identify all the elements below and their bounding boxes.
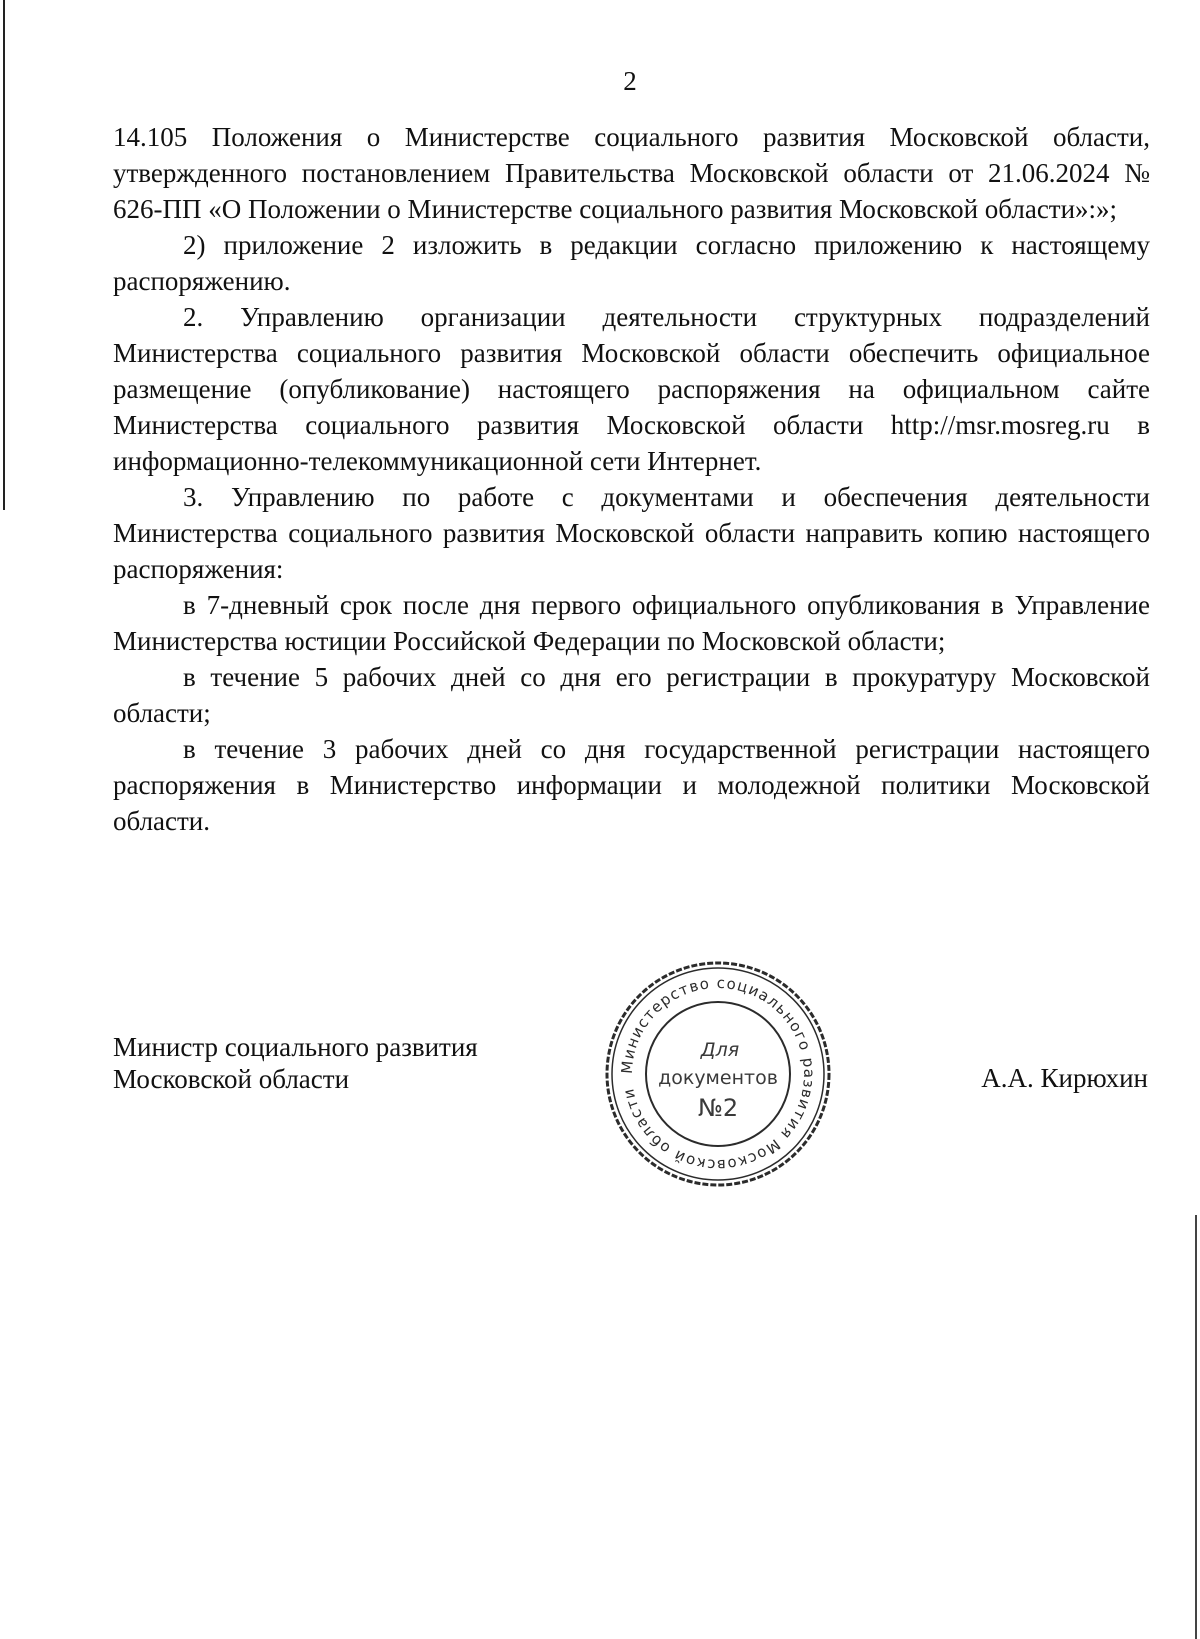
paragraph-prosecutor: в течение 5 рабочих дней со дня его регистрации в прокуратуру Московской области; [113, 662, 1150, 728]
paragraph-clause-2: 2. Управлению организации деятельности структурных подразделений Министерства социального развития Московской области обеспечить официальное размещение (опубликование) настоящего распоряжения на официальном сайте Министерства социального развития Московской области http://msr.mosreg.ru в информационно-телекоммуникационной сети Интернет. [113, 302, 1150, 476]
seal-center-line3: №2 [697, 1094, 739, 1122]
signatory-position-line2: Московской области [113, 1064, 350, 1094]
scan-edge-right [1195, 1215, 1197, 1639]
signatory-position-line1: Министр социального развития [113, 1032, 478, 1062]
seal-center-line1: Для [700, 1039, 740, 1061]
page-number: 2 [623, 66, 637, 96]
paragraph-continuation: 14.105 Положения о Министерстве социального развития Московской области, утвержденного постановлением Правительства Московской области от 21.06.2024 № 626-ПП «О Положении о Министерстве социального развития Московской области»:»; [113, 122, 1150, 224]
seal-center-line2: документов [658, 1067, 778, 1089]
signatory-position [113, 1031, 478, 1095]
paragraph-item-2: 2) приложение 2 изложить в редакции согласно приложению к настоящему распоряжению. [113, 230, 1150, 296]
seal-ring-text: Министерство социального развития Московской области [617, 973, 819, 1175]
signatory-name: А.А. Кирюхин [981, 1063, 1148, 1093]
paragraph-info-ministry: в течение 3 рабочих дней со дня государственной регистрации настоящего распоряжения в Министерство информации и молодежной политики Московской области. [113, 734, 1150, 836]
official-seal [602, 958, 834, 1190]
document-body [113, 119, 1150, 839]
paragraph-clause-3: 3. Управлению по работе с документами и обеспечения деятельности Министерства социального развития Московской области направить копию настоящего распоряжения: [113, 482, 1150, 584]
paragraph-justice-ministry: в 7-дневный срок после дня первого официального опубликования в Управление Министерства юстиции Российской Федерации по Московской области; [113, 590, 1150, 656]
